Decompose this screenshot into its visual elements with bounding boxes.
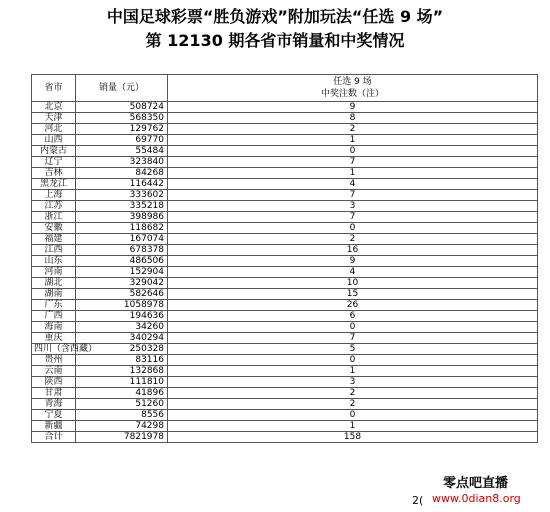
cell-wins: 5	[168, 344, 538, 355]
cell-sales: 116442	[76, 179, 168, 190]
table-row	[32, 278, 538, 289]
cell-sales: 132868	[76, 366, 168, 377]
table-row	[32, 366, 538, 377]
table-row	[32, 377, 538, 388]
cell-sales: 335218	[76, 201, 168, 212]
cell-sales: 84268	[76, 168, 168, 179]
table-body	[32, 102, 538, 443]
cell-province: 河南	[32, 267, 76, 278]
table-row	[32, 300, 538, 311]
cell-province: 山东	[32, 256, 76, 267]
cell-province: 天津	[32, 113, 76, 124]
table-row	[32, 333, 538, 344]
table-row	[32, 256, 538, 267]
table-row	[32, 102, 538, 113]
table-row	[32, 190, 538, 201]
cell-province: 云南	[32, 366, 76, 377]
cell-sales: 333602	[76, 190, 168, 201]
cell-sales: 118682	[76, 223, 168, 234]
cell-sales: 678378	[76, 245, 168, 256]
header-wins-line-2: 中奖注数（注）	[320, 89, 384, 99]
cell-province: 北京	[32, 102, 76, 113]
cell-province: 黑龙江	[32, 179, 76, 190]
cell-province: 辽宁	[32, 157, 76, 168]
table-row	[32, 168, 538, 179]
cell-wins: 7	[168, 190, 538, 201]
cell-wins: 0	[168, 223, 538, 234]
cell-sales: 7821978	[76, 432, 168, 443]
cell-sales: 34260	[76, 322, 168, 333]
cell-wins: 8	[168, 113, 538, 124]
cell-province: 福建	[32, 234, 76, 245]
cell-wins: 4	[168, 179, 538, 190]
cell-sales: 250328	[76, 344, 168, 355]
cell-wins: 9	[168, 102, 538, 113]
cell-sales: 83116	[76, 355, 168, 366]
cell-province: 贵州	[32, 355, 76, 366]
cell-wins: 158	[168, 432, 538, 443]
cell-wins: 0	[168, 410, 538, 421]
truncated-text: 2(	[412, 494, 424, 507]
cell-sales: 152904	[76, 267, 168, 278]
cell-province: 甘肃	[32, 388, 76, 399]
table-row	[32, 223, 538, 234]
cell-wins: 1	[168, 366, 538, 377]
cell-wins: 0	[168, 322, 538, 333]
table-row	[32, 399, 538, 410]
cell-province: 宁夏	[32, 410, 76, 421]
cell-province: 广东	[32, 300, 76, 311]
cell-sales: 69770	[76, 135, 168, 146]
cell-province: 重庆	[32, 333, 76, 344]
cell-sales: 51260	[76, 399, 168, 410]
cell-sales: 323840	[76, 157, 168, 168]
cell-province: 山西	[32, 135, 76, 146]
table-row	[32, 421, 538, 432]
cell-wins: 0	[168, 146, 538, 157]
cell-sales: 1058978	[76, 300, 168, 311]
cell-wins: 0	[168, 355, 538, 366]
cell-province: 江西	[32, 245, 76, 256]
cell-province: 海南	[32, 322, 76, 333]
cell-province: 青海	[32, 399, 76, 410]
cell-province: 新疆	[32, 421, 76, 432]
table-row	[32, 322, 538, 333]
header-province: 省市	[32, 75, 76, 102]
cell-province: 陕西	[32, 377, 76, 388]
cell-province: 浙江	[32, 212, 76, 223]
table-row	[32, 410, 538, 421]
cell-wins: 6	[168, 311, 538, 322]
header-wins-line-1: 任选 9 场	[333, 77, 372, 87]
table-row	[32, 135, 538, 146]
cell-province: 广西	[32, 311, 76, 322]
cell-sales: 74298	[76, 421, 168, 432]
cell-wins: 9	[168, 256, 538, 267]
cell-province: 安徽	[32, 223, 76, 234]
cell-wins: 7	[168, 157, 538, 168]
table-row	[32, 113, 538, 124]
table-row	[32, 311, 538, 322]
table-row	[32, 267, 538, 278]
title-line-1: 中国足球彩票“胜负游戏”附加玩法“任选 9 场”	[106, 7, 444, 26]
watermark-name: 零点吧直播	[443, 476, 509, 491]
table-row	[32, 234, 538, 245]
table-row	[32, 355, 538, 366]
cell-sales: 508724	[76, 102, 168, 113]
cell-wins: 7	[168, 212, 538, 223]
cell-sales: 129762	[76, 124, 168, 135]
cell-province: 四川（含西藏）	[32, 344, 76, 355]
cell-wins: 1	[168, 135, 538, 146]
table-row	[32, 245, 538, 256]
cell-wins: 2	[168, 234, 538, 245]
cell-wins: 2	[168, 124, 538, 135]
cell-province: 湖南	[32, 289, 76, 300]
table-row	[32, 289, 538, 300]
sales-table	[31, 74, 538, 443]
cell-province: 合计	[32, 432, 76, 443]
cell-sales: 194636	[76, 311, 168, 322]
cell-wins: 3	[168, 377, 538, 388]
cell-sales: 111810	[76, 377, 168, 388]
cell-province: 湖北	[32, 278, 76, 289]
table-row	[32, 179, 538, 190]
cell-wins: 2	[168, 388, 538, 399]
table-row	[32, 146, 538, 157]
table-row	[32, 157, 538, 168]
cell-wins: 3	[168, 201, 538, 212]
cell-province: 吉林	[32, 168, 76, 179]
cell-province: 河北	[32, 124, 76, 135]
cell-sales: 55484	[76, 146, 168, 157]
cell-sales: 8556	[76, 410, 168, 421]
title-line-2: 第 12130 期各省市销量和中奖情况	[145, 31, 405, 50]
cell-wins: 1	[168, 168, 538, 179]
cell-wins: 7	[168, 333, 538, 344]
watermark-url: www.0dian8.org	[432, 492, 521, 505]
cell-sales: 582646	[76, 289, 168, 300]
table-row	[32, 388, 538, 399]
cell-sales: 329042	[76, 278, 168, 289]
cell-sales: 486506	[76, 256, 168, 267]
header-sales: 销量（元）	[76, 75, 168, 102]
cell-wins: 1	[168, 421, 538, 432]
table-row	[32, 432, 538, 443]
cell-wins: 15	[168, 289, 538, 300]
table-row	[32, 344, 538, 355]
cell-wins: 4	[168, 267, 538, 278]
cell-sales: 41896	[76, 388, 168, 399]
cell-province: 内蒙古	[32, 146, 76, 157]
cell-wins: 16	[168, 245, 538, 256]
table-row	[32, 124, 538, 135]
cell-province: 上海	[32, 190, 76, 201]
cell-wins: 10	[168, 278, 538, 289]
table-row	[32, 212, 538, 223]
cell-sales: 568350	[76, 113, 168, 124]
cell-sales: 167074	[76, 234, 168, 245]
header-wins	[168, 75, 538, 102]
cell-wins: 2	[168, 399, 538, 410]
table-row	[32, 201, 538, 212]
cell-wins: 26	[168, 300, 538, 311]
cell-sales: 340294	[76, 333, 168, 344]
cell-sales: 398986	[76, 212, 168, 223]
cell-province: 江苏	[32, 201, 76, 212]
